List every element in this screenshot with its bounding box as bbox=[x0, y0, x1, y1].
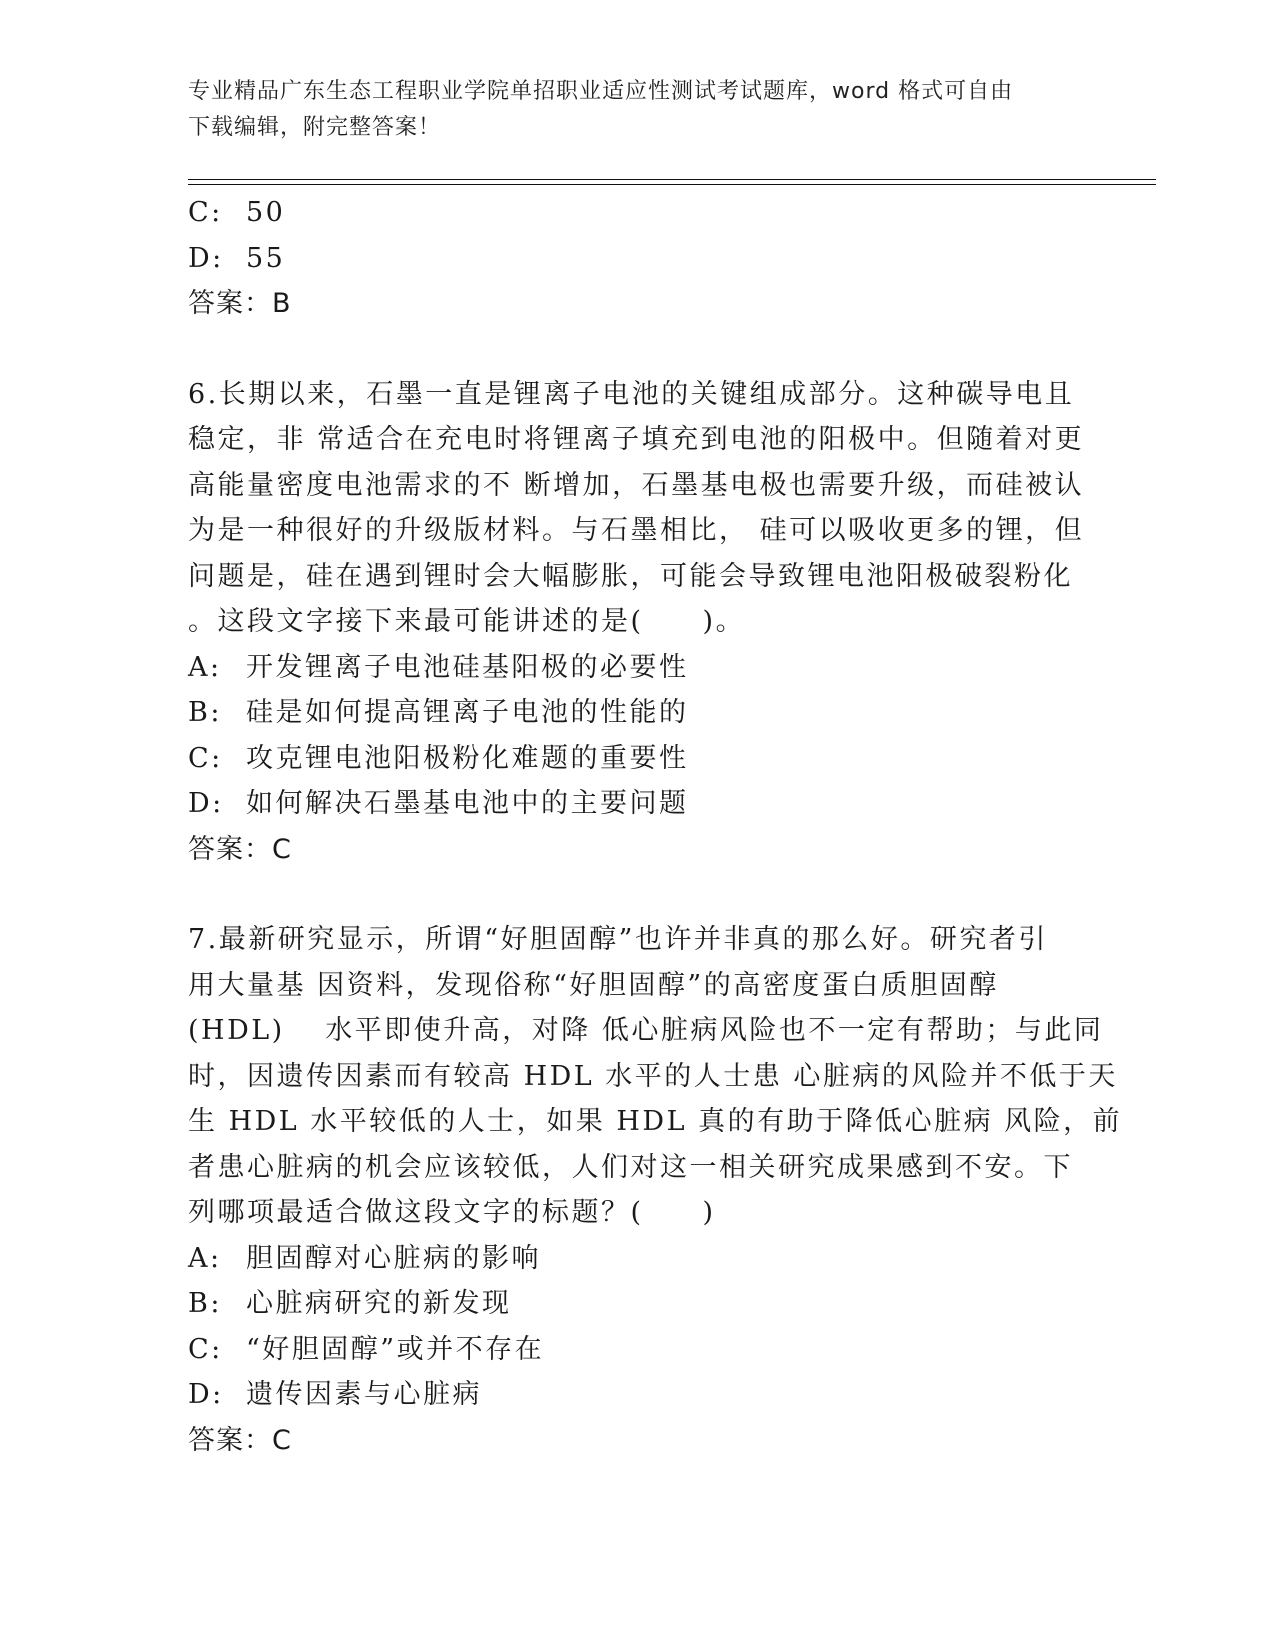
option-text: 如何解决石墨基电池中的主要问题 bbox=[246, 788, 689, 819]
option-a bbox=[188, 1236, 1078, 1282]
option-d bbox=[188, 236, 1078, 282]
option-key: A: bbox=[188, 651, 222, 683]
option-key: C: bbox=[188, 1333, 223, 1365]
option-c bbox=[188, 736, 1078, 782]
option-a bbox=[188, 645, 1078, 691]
option-key: B: bbox=[188, 1288, 222, 1319]
question-stem bbox=[188, 372, 1085, 645]
option-text: 胆固醇对心脏病的影响 bbox=[246, 1242, 541, 1274]
header-rule-bottom bbox=[188, 184, 1156, 185]
answer: 答案：C bbox=[188, 1424, 292, 1456]
stem-line: 高能量密度电池需求的不 断增加，石墨基电极也需要升级，而硅被认 bbox=[188, 469, 1085, 501]
stem-line: 6.长期以来，石墨一直是锂离子电池的关键组成部分。这种碳导电且 bbox=[188, 378, 1075, 410]
header-line-1: 专业精品广东生态工程职业学院单招职业适应性测试考试题库，word 格式可自由 bbox=[188, 79, 1014, 104]
option-c bbox=[188, 190, 1078, 236]
option-text: 攻克锂电池阳极粉化难题的重要性 bbox=[246, 742, 689, 774]
stem-line: 用大量基 因资料，发现俗称“好胆固醇”的高密度蛋白质胆固醇 bbox=[188, 969, 999, 1001]
stem-line: 稳定，非 常适合在充电时将锂离子填充到电池的阳极中。但随着对更 bbox=[188, 424, 1085, 455]
option-text: 心脏病研究的新发现 bbox=[246, 1288, 512, 1319]
stem-line: 问题是，硅在遇到锂时会大幅膨胀，可能会导致锂电池阳极破裂粉化 bbox=[188, 560, 1073, 592]
option-text: “好胆固醇”或并不存在 bbox=[246, 1333, 545, 1365]
question-6 bbox=[188, 372, 1085, 873]
stem-line: 生 HDL 水平较低的人士，如果 HDL 真的有助于降低心脏病 风险，前 bbox=[188, 1106, 1123, 1137]
header-line-2: 下载编辑，附完整答案！ bbox=[188, 115, 442, 140]
option-d bbox=[188, 781, 1078, 827]
stem-line: 7.最新研究显示，所谓“好胆固醇”也许并非真的那么好。研究者引 bbox=[188, 924, 1048, 955]
stem-line: 列哪项最适合做这段文字的标题？( ) bbox=[188, 1197, 716, 1228]
option-b bbox=[188, 690, 1078, 736]
question-7 bbox=[188, 917, 1123, 1463]
stem-line: 时，因遗传因素而有较高 HDL 水平的人士患 心脏病的风险并不低于天 bbox=[188, 1060, 1118, 1092]
stem-line: 者患心脏病的机会应该较低，人们对这一相关研究成果感到不安。下 bbox=[188, 1151, 1073, 1183]
option-d bbox=[188, 1372, 1078, 1418]
header-rule-top bbox=[188, 179, 1156, 180]
document-header bbox=[188, 74, 1088, 146]
document-body bbox=[188, 190, 1123, 1463]
stem-line: (HDL) 水平即使升高，对降 低心脏病风险也不一定有帮助；与此同 bbox=[188, 1015, 1104, 1046]
option-key: D: bbox=[188, 242, 224, 274]
option-text: 遗传因素与心脏病 bbox=[246, 1379, 482, 1410]
option-c bbox=[188, 1327, 1078, 1373]
spacer bbox=[188, 327, 1078, 372]
option-key: A: bbox=[188, 1242, 222, 1274]
stem-line: 。这段文字接下来最可能讲述的是( )。 bbox=[188, 606, 746, 637]
prev-question bbox=[188, 190, 1078, 327]
option-key: D: bbox=[188, 788, 224, 819]
option-text: 50 bbox=[246, 197, 286, 228]
question-stem bbox=[188, 917, 1123, 1236]
option-key: C: bbox=[188, 742, 223, 774]
spacer bbox=[188, 872, 1078, 917]
option-key: D: bbox=[188, 1379, 224, 1410]
answer: 答案：C bbox=[188, 833, 292, 865]
option-text: 硅是如何提高锂离子电池的性能的 bbox=[246, 697, 689, 728]
option-text: 开发锂离子电池硅基阳极的必要性 bbox=[246, 651, 689, 683]
answer: 答案：B bbox=[188, 288, 292, 319]
option-key: B: bbox=[188, 697, 222, 728]
option-b bbox=[188, 1281, 1078, 1327]
option-key: C: bbox=[188, 197, 223, 228]
stem-line: 为是一种很好的升级版材料。与石墨相比， 硅可以吸收更多的锂，但 bbox=[188, 515, 1085, 546]
option-text: 55 bbox=[246, 242, 286, 274]
